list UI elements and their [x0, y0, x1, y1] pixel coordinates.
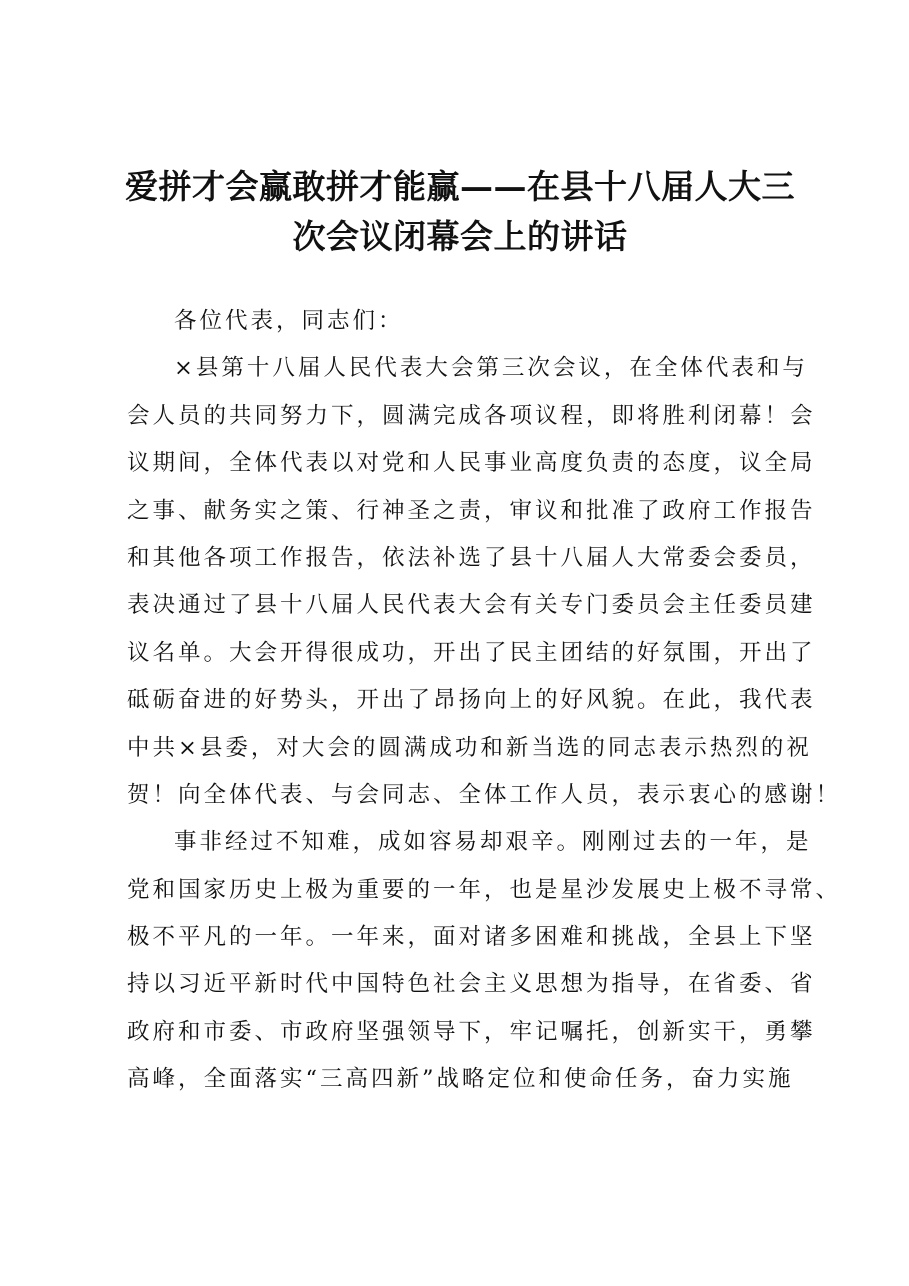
paragraph-past-year [127, 819, 842, 1103]
text-line: ×县第十八届人民代表大会第三次会议，在全体代表和与 [174, 355, 808, 382]
text-line: 各位代表，同志们： [174, 308, 404, 334]
text-line: 贺！向全体代表、与会同志、全体工作人员，表示衷心的感谢！ [127, 781, 842, 808]
text-line: 之事、献务实之策、行神圣之责，审议和批准了政府工作报告 [127, 497, 816, 524]
text-line: 议期间，全体代表以对党和人民事业高度负责的态度，议全局 [127, 450, 816, 477]
text-line: 中共×县委，对大会的圆满成功和新当选的同志表示热烈的祝 [127, 734, 812, 761]
text-line: 高峰，全面落实“三高四新”战略定位和使命任务，奋力实施 [127, 1066, 794, 1093]
text-line: 议名单。大会开得很成功，开出了民主团结的好氛围，开出了 [127, 639, 816, 666]
text-line: 和其他各项工作报告，依法补选了县十八届人大常委会委员， [127, 544, 816, 571]
document-body [127, 298, 842, 1104]
paragraph-meeting-summary [127, 345, 842, 819]
document-title [115, 162, 805, 262]
text-line: 表决通过了县十八届人民代表大会有关专门委员会主任委员建 [127, 592, 816, 619]
text-line: 砥砺奋进的好势头，开出了昂扬向上的好风貌。在此，我代表 [127, 687, 816, 714]
text-line: 党和国家历史上极为重要的一年，也是星沙发展史上极不寻常、 [127, 876, 842, 903]
title-line-2: 次会议闭幕会上的讲话 [292, 217, 628, 256]
text-line: 持以习近平新时代中国特色社会主义思想为指导，在省委、省 [127, 971, 816, 998]
text-line: 极不平凡的一年。一年来，面对诸多困难和挑战，全县上下坚 [127, 924, 816, 951]
text-line: 会人员的共同努力下，圆满完成各项议程，即将胜利闭幕！会 [127, 402, 816, 429]
paragraph-salutation [127, 298, 827, 345]
title-line-1: 爱拼才会赢敢拼才能赢——在县十八届人大三 [125, 167, 795, 206]
text-line: 政府和市委、市政府坚强领导下，牢记嘱托，创新实干，勇攀 [127, 1018, 816, 1045]
text-line: 事非经过不知难，成如容易却艰辛。刚刚过去的一年，是 [174, 829, 812, 856]
